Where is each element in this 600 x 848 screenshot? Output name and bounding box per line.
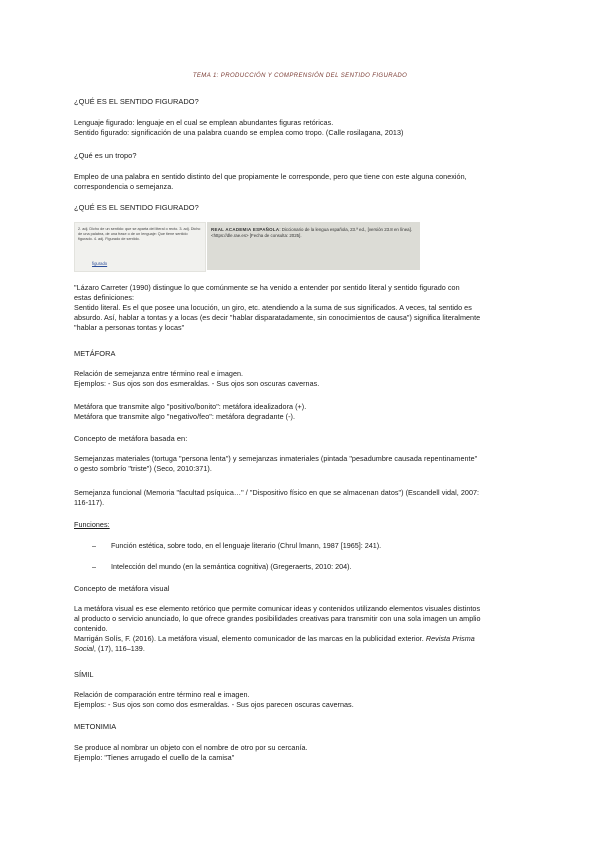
simil-line: Relación de comparación entre término real e imagen.	[74, 690, 250, 699]
metafora-degradante: Metáfora que transmite algo "negativo/feo": metáfora degradante (-).	[74, 412, 296, 421]
clipping-link[interactable]: figurado	[92, 261, 108, 266]
heading-metafora-visual: Concepto de metáfora visual	[74, 584, 170, 593]
semejanzas-line: o gesto sombrío "triste") (Seco, 2010:371).	[74, 464, 212, 473]
document-title: TEMA 1: PRODUCCIÓN Y COMPRENSIÓN DEL SENTIDO FIGURADO	[192, 73, 408, 79]
heading-metonimia: METONIMIA	[74, 722, 117, 731]
metonimia-paragraph	[74, 743, 534, 763]
reference-journal: Revista Prisma	[425, 634, 475, 643]
heading-que-es-sentido-figurado-2: ¿QUÉ ES EL SENTIDO FIGURADO?	[74, 203, 199, 212]
visual-line: al producto o servicio anunciado, lo que ofrece grandes posibilidades creativas para transmitir con una sola imagen un amplio	[74, 614, 481, 623]
list-item	[92, 562, 532, 572]
lazaro-line: estas definiciones:	[74, 293, 135, 302]
heading-que-es-tropo: ¿Qué es un tropo?	[74, 151, 137, 160]
definition-lenguaje-figurado: Lenguaje figurado: lenguaje en el cual se emplean abundantes figuras retóricas.	[74, 118, 334, 127]
tropo-line: Empleo de una palabra en sentido distinto del que propiamente le corresponde, pero que tiene con este alguna conexión,	[74, 172, 467, 181]
visual-line: La metáfora visual es ese elemento retórico que permite comunicar ideas y contenidos utilizando elementos visuales distintos	[74, 604, 481, 613]
bullet-dash: –	[92, 541, 96, 550]
heading-funciones: Funciones:	[74, 520, 110, 529]
metafora-idealizadora: Metáfora que transmite algo "positivo/bonito": metáfora idealizadora (+).	[74, 402, 307, 411]
lazaro-line: absurdo. Así, hablar a tontas y a locas (es decir "hablar disparatadamente, sin conocimientos de causa") significa literalmente	[74, 313, 481, 322]
tropo-paragraph	[74, 172, 534, 192]
bullet-dash: –	[92, 562, 96, 571]
heading-concepto-basada: Concepto de metáfora basada en:	[74, 434, 188, 443]
tropo-line: correspondencia o semejanza.	[74, 182, 174, 191]
lazaro-paragraph	[74, 283, 534, 333]
simil-paragraph	[74, 690, 534, 710]
metonimia-example: Ejemplo: "Tienes arrugado el cuello de la camisa"	[74, 753, 235, 762]
clipping-text: 2. adj. Dicho de un sentido: que se aparta del literal o recto. 3. adj. Dicho de una palabra, de una frase o de un lenguaje: Que tiene sentido figurado. 4. adj. Figurado de sentido.	[78, 227, 201, 241]
definitions-paragraph	[74, 118, 534, 138]
reference-text: Marrigán Solís, F. (2016). La metáfora visual, elemento comunicador de las marcas en la publicidad exterior.	[74, 634, 426, 643]
heading-metafora: METÁFORA	[74, 349, 116, 358]
simil-examples: Ejemplos: - Sus ojos son como dos esmeraldas. - Sus ojos parecen oscuras cavernas.	[74, 700, 354, 709]
visual-reference-cont	[74, 644, 534, 654]
visual-reference	[74, 634, 534, 644]
heading-que-es-sentido-figurado: ¿QUÉ ES EL SENTIDO FIGURADO?	[74, 97, 199, 106]
rae-citation-image	[207, 222, 420, 270]
metafora-definition	[74, 369, 534, 389]
semejanzas-line: Semejanzas materiales (tortuga "persona lenta") y semejanzas inmateriales (pintada "pesadumbre causada repentinamente"	[74, 454, 478, 463]
rae-citation-text	[211, 227, 417, 238]
reference-journal-cont: Social	[74, 644, 94, 653]
dictionary-clipping-image	[74, 222, 206, 272]
rae-label: REAL ACADEMIA ESPAÑOLA	[211, 227, 280, 232]
lazaro-line: Sentido literal. Es el que posee una locución, un giro, etc. atendiendo a la suma de sus significados. A veces, tal sentido es	[74, 303, 472, 312]
semejanza-funcional-line: Semejanza funcional (Memoria "facultad psíquica…" / "Dispositivo físico en que se almacenan datos") (Escandell vidal, 2007:	[74, 488, 480, 497]
list-item-text: Función estética, sobre todo, en el lenguaje literario (Chrul lmann, 1987 [1965]: 241).	[111, 541, 382, 550]
rae-reference: : Diccionario de la lengua española, 23.ª ed., [versión 23.8 en línea]. <https://dle.rae.es> [Fecha de consulta: 2025].	[211, 227, 413, 238]
definition-sentido-figurado: Sentido figurado: significación de una palabra cuando se emplea como tropo. (Calle rosilagana, 2013)	[74, 128, 404, 137]
metafora-line: Relación de semejanza entre término real e imagen.	[74, 369, 244, 378]
semejanza-funcional-paragraph	[74, 488, 534, 508]
metafora-examples: Ejemplos: - Sus ojos son dos esmeraldas. - Sus ojos son oscuras cavernas.	[74, 379, 320, 388]
heading-simil: SÍMIL	[74, 670, 94, 679]
list-item	[92, 541, 532, 551]
semejanza-funcional-line: 116-117).	[74, 498, 105, 507]
funciones-list	[92, 541, 532, 572]
list-item-text: Intelección del mundo (en la semántica cognitiva) (Gregeraerts, 2010: 204).	[111, 562, 352, 571]
reference-issue: , (17), 116–139.	[93, 644, 145, 653]
lazaro-line: "hablar a personas tontas y locas"	[74, 323, 185, 332]
metafora-visual-paragraph	[74, 604, 534, 654]
semejanzas-paragraph	[74, 454, 534, 474]
visual-line: contenido.	[74, 624, 108, 633]
metonimia-line: Se produce al nombrar un objeto con el nombre de otro por su cercanía.	[74, 743, 308, 752]
metafora-types	[74, 402, 534, 422]
lazaro-line: "Lázaro Carreter (1990) distingue lo que comúnmente se ha venido a entender por sentido literal y sentido figurado con	[74, 283, 460, 292]
